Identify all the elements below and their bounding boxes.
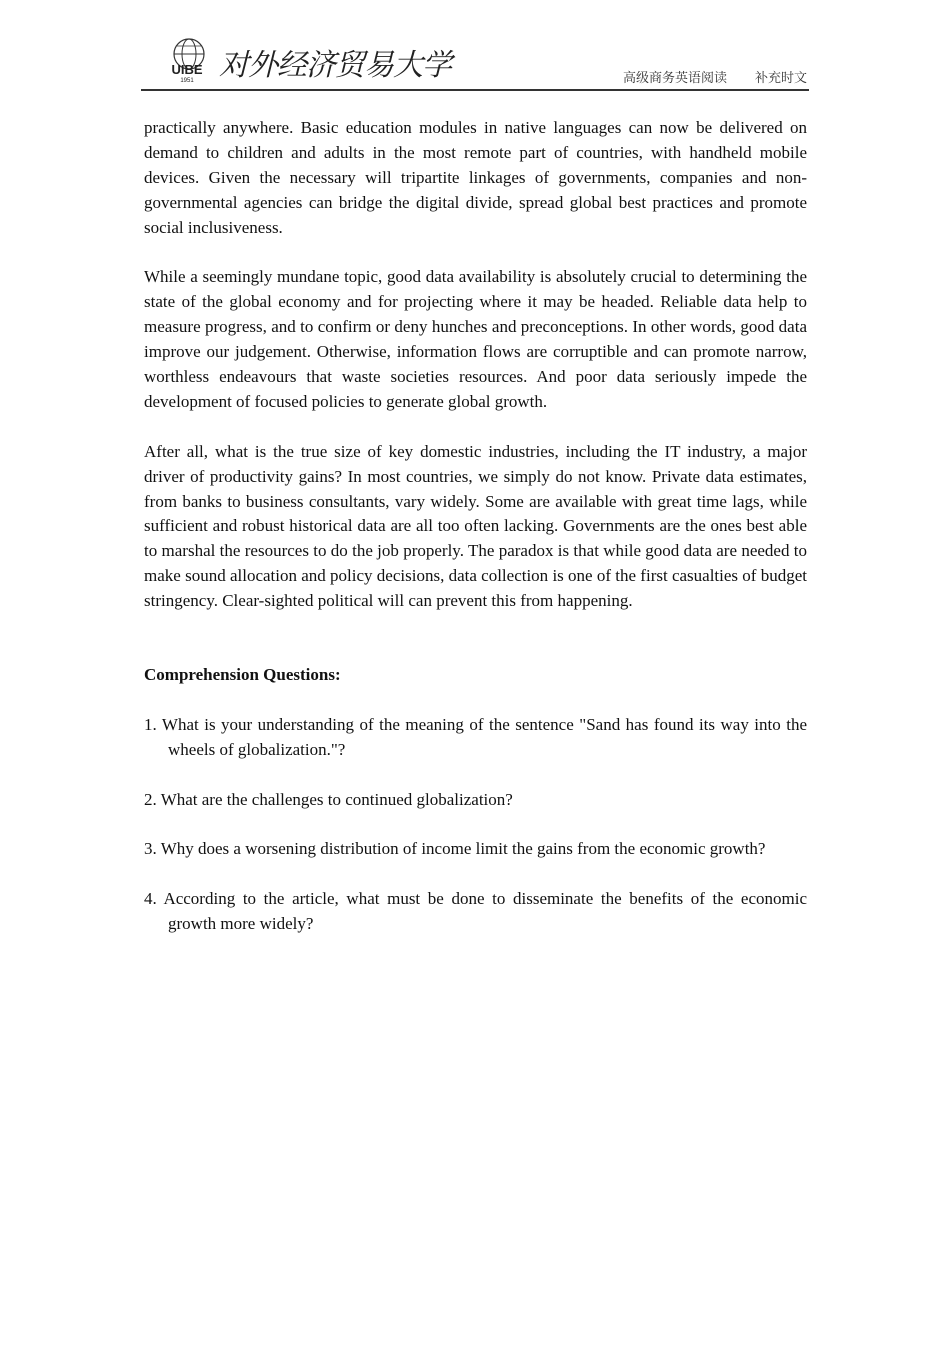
question-item: 4. According to the article, what must be done to disseminate the benefits of the economic growth more widely? bbox=[144, 889, 807, 934]
course-title: 高级商务英语阅读 bbox=[622, 70, 727, 85]
question-item: 3. Why does a worsening distribution of income limit the gains from the economic growth? bbox=[144, 839, 766, 859]
paragraph: practically anywhere. Basic education modules in native languages can now be delivered on demand to children and adults in the most remote part of countries, with handheld mobile devices. Given the necessary will tripartite linkages of governments, companies and non-governmental agencies can bridge the digital divide, spread global best practices and promote social inclusiveness. bbox=[144, 118, 807, 237]
university-name: 对外经济贸易大学 bbox=[219, 48, 451, 83]
document-body bbox=[144, 116, 807, 962]
header-right bbox=[623, 67, 807, 86]
section-label: 补充时文 bbox=[754, 70, 807, 85]
question-item: 2. What are the challenges to continued globalization? bbox=[144, 789, 513, 809]
svg-text:1951: 1951 bbox=[180, 78, 194, 84]
page-header bbox=[141, 30, 809, 91]
paragraph: While a seemingly mundane topic, good data availability is absolutely crucial to determining the state of the global economy and for projecting where it may be headed. Reliable data help to measure progress, and to confirm or deny hunches and preconceptions. In other words, good data improve our judgement. Otherwise, information flows are corruptible and can promote narrow, worthless endeavours that waste societies resources. And poor data seriously impede the development of focused policies to generate global growth. bbox=[144, 267, 807, 411]
question-item: 1. What is your understanding of the meaning of the sentence "Sand has found its way into the wheels of globalization."? bbox=[144, 714, 807, 759]
university-logo bbox=[163, 34, 211, 84]
questions-heading: Comprehension Questions: bbox=[144, 665, 341, 685]
svg-text:UIBE: UIBE bbox=[171, 62, 203, 77]
paragraph: After all, what is the true size of key domestic industries, including the IT industry, a major driver of productivity gains? In most countries, we simply do not know. Private data estimates, from banks to business consultants, vary widely. Some are available with great time lags, while sufficient and robust historical data are all too often lacking. Governments are the ones best able to marshal the resources to do the job properly. The paradox is that while good data are needed to make sound allocation and policy decisions, data collection is one of the first casualties of budget stringency. Clear-sighted political will can prevent this from happening. bbox=[144, 441, 807, 611]
